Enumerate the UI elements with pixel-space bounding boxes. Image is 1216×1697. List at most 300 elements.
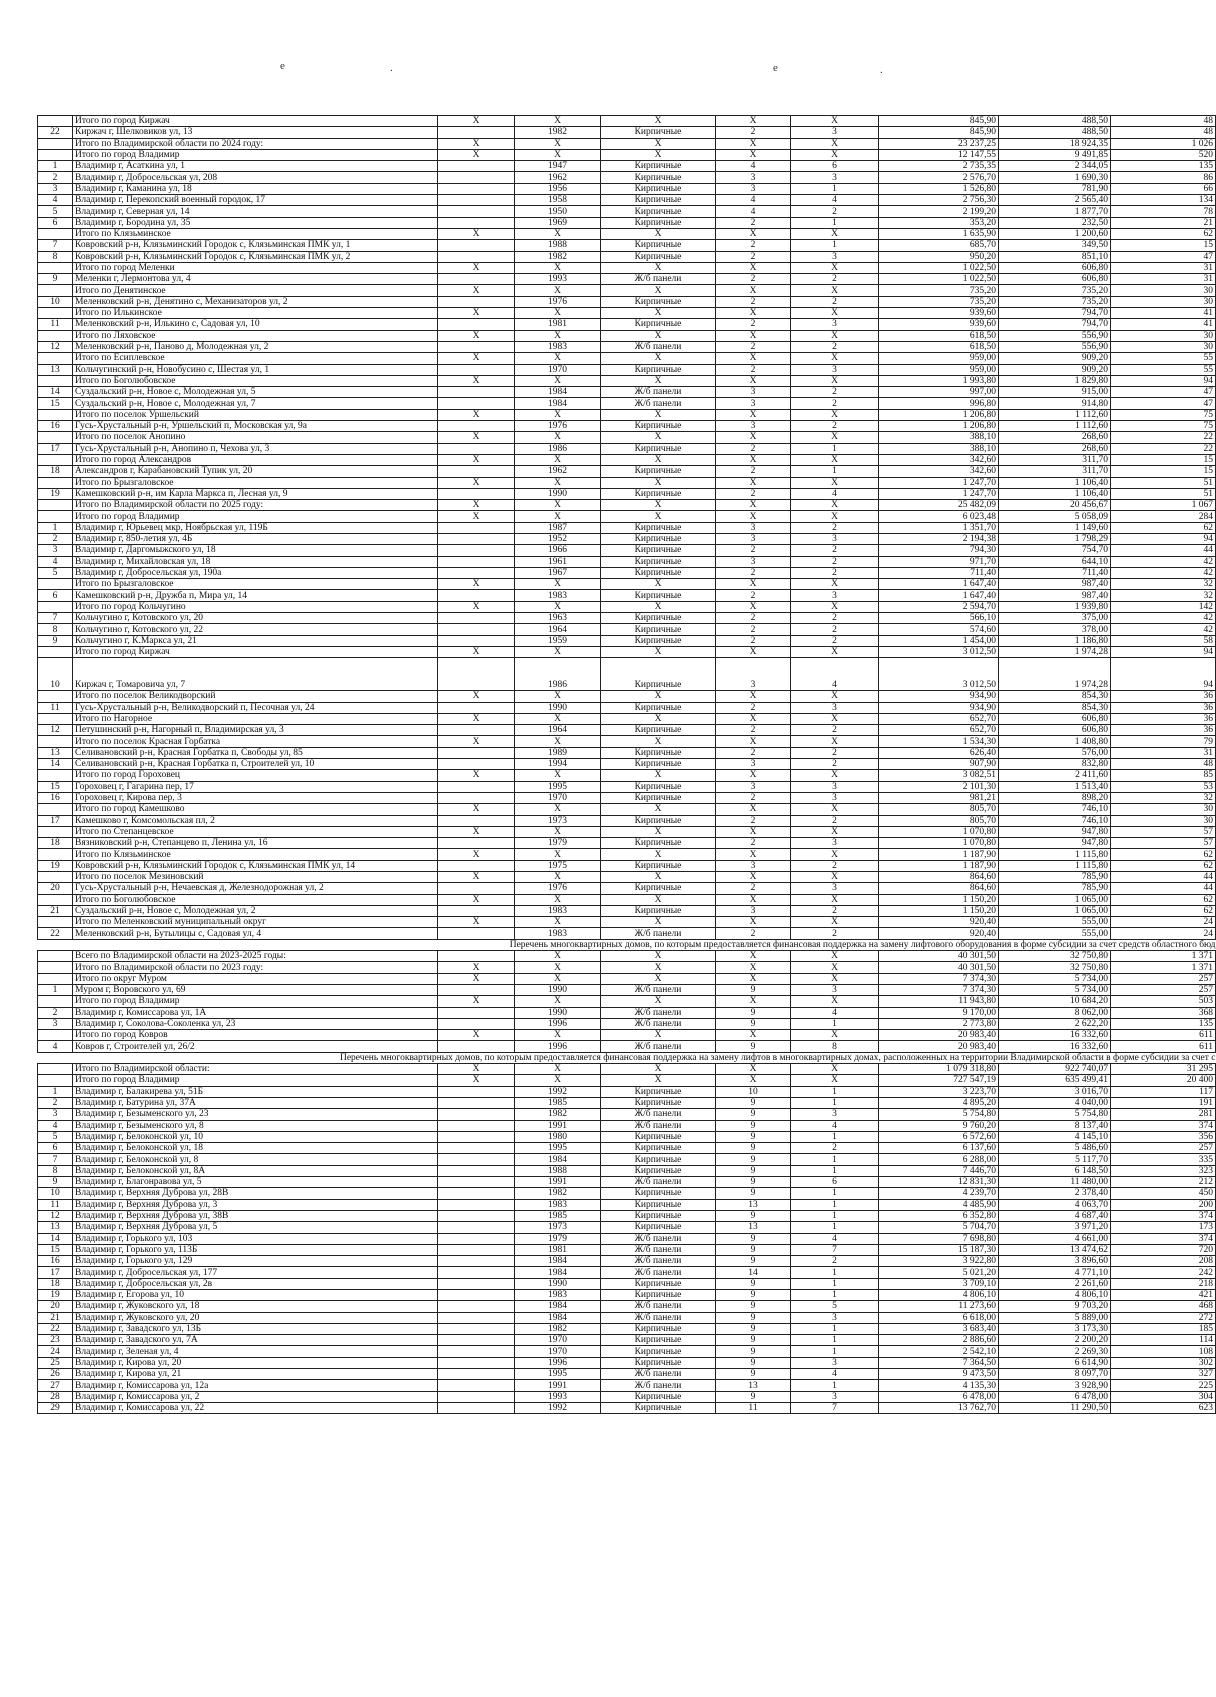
year-cell: 1970: [515, 792, 601, 803]
table-row: [38, 1335, 1216, 1346]
row-number: 1: [38, 984, 73, 995]
row-number: [38, 736, 73, 747]
table-row: [38, 522, 1216, 533]
living-area-cell: 556,90: [999, 330, 1111, 341]
address-cell: Итого по поселок Уршельский: [73, 409, 438, 420]
material-cell: X: [601, 228, 716, 239]
lifts-cell: X: [791, 917, 879, 928]
x-cell: [438, 1312, 515, 1323]
subtotal-row: [38, 579, 1216, 590]
year-cell: 1991: [515, 1380, 601, 1391]
lifts-cell: 1: [791, 1154, 879, 1165]
living-area-cell: 4 661,00: [999, 1233, 1111, 1244]
x-cell: [438, 421, 515, 432]
subtotal-row: [38, 804, 1216, 815]
year-cell: 1991: [515, 1177, 601, 1188]
material-cell: X: [601, 917, 716, 928]
x-cell: X: [438, 353, 515, 364]
total-area-cell: 934,90: [879, 702, 999, 713]
total-area-cell: 1 534,30: [879, 736, 999, 747]
living-area-cell: 6 148,50: [999, 1165, 1111, 1176]
living-area-cell: 11 290,50: [999, 1402, 1111, 1413]
floors-cell: 3: [716, 421, 791, 432]
year-cell: X: [515, 962, 601, 973]
table-row: [38, 635, 1216, 646]
living-area-cell: 8 062,00: [999, 1007, 1111, 1018]
floors-cell: 9: [716, 1177, 791, 1188]
total-area-cell: 11 943,80: [879, 996, 999, 1007]
floors-cell: X: [716, 511, 791, 522]
address-cell: Кольчугино г, Котовского ул, 20: [73, 613, 438, 624]
table-row: [38, 533, 1216, 544]
material-cell: X: [601, 511, 716, 522]
total-area-cell: 1 247,70: [879, 488, 999, 499]
total-area-cell: 12 147,55: [879, 149, 999, 160]
living-area-cell: 4 687,40: [999, 1210, 1111, 1221]
living-area-cell: 2 411,60: [999, 770, 1111, 781]
address-cell: Владимир г, Горького ул, 113Б: [73, 1244, 438, 1255]
material-cell: X: [601, 477, 716, 488]
residents-cell: 173: [1111, 1222, 1216, 1233]
year-cell: 1964: [515, 725, 601, 736]
x-cell: X: [438, 511, 515, 522]
x-cell: [438, 792, 515, 803]
lifts-cell: 2: [791, 522, 879, 533]
living-area-cell: 1 115,80: [999, 860, 1111, 871]
table-row: [38, 341, 1216, 352]
material-cell: Ж/б панели: [601, 928, 716, 939]
year-cell: 1969: [515, 217, 601, 228]
residents-cell: 47: [1111, 387, 1216, 398]
material-cell: X: [601, 601, 716, 612]
floors-cell: X: [716, 500, 791, 511]
material-cell: Кирпичные: [601, 1335, 716, 1346]
residents-cell: 520: [1111, 149, 1216, 160]
floors-cell: X: [716, 116, 791, 127]
material-cell: X: [601, 736, 716, 747]
year-cell: 1983: [515, 341, 601, 352]
total-area-cell: 7 364,50: [879, 1357, 999, 1368]
living-area-cell: 785,90: [999, 883, 1111, 894]
floors-cell: X: [716, 601, 791, 612]
address-cell: Гусь-Хрустальный р-н, Анопино п, Чехова ул, 3: [73, 443, 438, 454]
material-cell: Кирпичные: [601, 421, 716, 432]
living-area-cell: 32 750,80: [999, 962, 1111, 973]
x-cell: [438, 838, 515, 849]
table-row: [38, 1177, 1216, 1188]
row-number: 9: [38, 274, 73, 285]
address-cell: Киржач г, Шелковиков ул, 13: [73, 127, 438, 138]
lifts-cell: 1: [791, 1165, 879, 1176]
material-cell: X: [601, 713, 716, 724]
residents-cell: 48: [1111, 116, 1216, 127]
subtotal-row: [38, 1030, 1216, 1041]
lifts-cell: 2: [791, 815, 879, 826]
living-area-cell: 10 684,20: [999, 996, 1111, 1007]
total-area-cell: 12 831,30: [879, 1177, 999, 1188]
living-area-cell: 1 065,00: [999, 905, 1111, 916]
year-cell: X: [515, 826, 601, 837]
residents-cell: 302: [1111, 1357, 1216, 1368]
floors-cell: 2: [716, 443, 791, 454]
address-cell: Владимир г, Жуковского ул, 18: [73, 1301, 438, 1312]
residents-cell: 374: [1111, 1233, 1216, 1244]
total-area-cell: 1 206,80: [879, 421, 999, 432]
living-area-cell: 5 058,09: [999, 511, 1111, 522]
address-cell: Кольчугино г, К.Маркса ул, 21: [73, 635, 438, 646]
living-area-cell: 378,00: [999, 624, 1111, 635]
table-row: [38, 466, 1216, 477]
lifts-cell: 1: [791, 1131, 879, 1142]
table-row: [38, 725, 1216, 736]
total-area-cell: 685,70: [879, 240, 999, 251]
living-area-cell: 947,80: [999, 826, 1111, 837]
material-cell: Кирпичные: [601, 883, 716, 894]
living-area-cell: 3 016,70: [999, 1086, 1111, 1097]
residents-cell: 135: [1111, 1018, 1216, 1029]
living-area-cell: 20 456,67: [999, 500, 1111, 511]
residents-cell: 32: [1111, 792, 1216, 803]
table-row: [38, 127, 1216, 138]
year-cell: X: [515, 973, 601, 984]
floors-cell: 3: [716, 759, 791, 770]
year-cell: 1996: [515, 1041, 601, 1052]
row-number: [38, 996, 73, 1007]
lifts-cell: 3: [791, 1391, 879, 1402]
living-area-cell: 1 829,80: [999, 375, 1111, 386]
address-cell: Владимир г, Комиссарова ул, 1А: [73, 1007, 438, 1018]
row-number: 13: [38, 1222, 73, 1233]
living-area-cell: 854,30: [999, 691, 1111, 702]
table-row: [38, 319, 1216, 330]
year-cell: 1987: [515, 522, 601, 533]
total-area-cell: 805,70: [879, 804, 999, 815]
residents-cell: 62: [1111, 860, 1216, 871]
row-number: [38, 804, 73, 815]
material-cell: Кирпичные: [601, 658, 716, 691]
table-row: [38, 1222, 1216, 1233]
living-area-cell: 781,90: [999, 183, 1111, 194]
residents-cell: 42: [1111, 613, 1216, 624]
floors-cell: X: [716, 432, 791, 443]
year-cell: 1990: [515, 702, 601, 713]
address-cell: Владимир г, Белоконской ул, 8: [73, 1154, 438, 1165]
living-area-cell: 18 924,35: [999, 138, 1111, 149]
total-area-cell: 2 199,20: [879, 206, 999, 217]
residents-cell: 368: [1111, 1007, 1216, 1018]
year-cell: 1983: [515, 905, 601, 916]
address-cell: Владимир г, Завадского ул, 13Б: [73, 1323, 438, 1334]
x-cell: [438, 1323, 515, 1334]
living-area-cell: 555,00: [999, 917, 1111, 928]
table-row: [38, 1154, 1216, 1165]
residents-cell: 32: [1111, 579, 1216, 590]
year-cell: 1981: [515, 319, 601, 330]
subtotal-row: [38, 262, 1216, 273]
residents-cell: 15: [1111, 454, 1216, 465]
x-cell: X: [438, 579, 515, 590]
row-number: [38, 116, 73, 127]
address-cell: Владимир г, Комиссарова ул, 2: [73, 1391, 438, 1402]
row-number: 17: [38, 1267, 73, 1278]
address-cell: Итого по Меленковский муниципальный округ: [73, 917, 438, 928]
address-cell: Владимир г, Жуковского ул, 20: [73, 1312, 438, 1323]
lifts-cell: 2: [791, 274, 879, 285]
lifts-cell: X: [791, 228, 879, 239]
total-area-cell: 20 983,40: [879, 1041, 999, 1052]
table-row: [38, 838, 1216, 849]
address-cell: Владимир г, Егорова ул, 10: [73, 1289, 438, 1300]
x-cell: X: [438, 285, 515, 296]
lifts-cell: 4: [791, 658, 879, 691]
row-number: 11: [38, 1199, 73, 1210]
row-number: [38, 149, 73, 160]
subtotal-row: [38, 996, 1216, 1007]
living-area-cell: 1 974,28: [999, 658, 1111, 691]
table-row: [38, 1244, 1216, 1255]
x-cell: [438, 883, 515, 894]
row-number: [38, 262, 73, 273]
x-cell: [438, 567, 515, 578]
material-cell: Кирпичные: [601, 759, 716, 770]
x-cell: [438, 815, 515, 826]
floors-cell: 2: [716, 702, 791, 713]
year-cell: X: [515, 375, 601, 386]
total-area-cell: 2 594,70: [879, 601, 999, 612]
residents-cell: 200: [1111, 1199, 1216, 1210]
lifts-cell: 4: [791, 1120, 879, 1131]
material-cell: Ж/б панели: [601, 1312, 716, 1323]
floors-cell: 4: [716, 206, 791, 217]
floors-cell: X: [716, 804, 791, 815]
floors-cell: 10: [716, 1086, 791, 1097]
total-area-cell: 618,50: [879, 341, 999, 352]
address-cell: Итого по Владимирской области по 2025 году:: [73, 500, 438, 511]
material-cell: Кирпичные: [601, 319, 716, 330]
residents-cell: 421: [1111, 1289, 1216, 1300]
x-cell: X: [438, 996, 515, 1007]
x-cell: X: [438, 1030, 515, 1041]
total-area-cell: 3 082,51: [879, 770, 999, 781]
living-area-cell: 606,80: [999, 725, 1111, 736]
table-row: [38, 443, 1216, 454]
lifts-cell: 3: [791, 883, 879, 894]
subtotal-row: [38, 285, 1216, 296]
residents-cell: 62: [1111, 228, 1216, 239]
total-area-cell: 1 454,00: [879, 635, 999, 646]
residents-cell: 225: [1111, 1380, 1216, 1391]
floors-cell: X: [716, 996, 791, 1007]
material-cell: Кирпичные: [601, 1165, 716, 1176]
lifts-cell: 1: [791, 466, 879, 477]
living-area-cell: 375,00: [999, 613, 1111, 624]
row-number: [38, 579, 73, 590]
lifts-cell: 5: [791, 1301, 879, 1312]
lifts-cell: 1: [791, 1323, 879, 1334]
floors-cell: X: [716, 262, 791, 273]
residents-cell: 135: [1111, 161, 1216, 172]
floors-cell: 2: [716, 567, 791, 578]
row-number: 29: [38, 1402, 73, 1413]
x-cell: [438, 613, 515, 624]
lifts-cell: 4: [791, 1007, 879, 1018]
year-cell: 1992: [515, 1402, 601, 1413]
residents-cell: 281: [1111, 1109, 1216, 1120]
material-cell: X: [601, 646, 716, 657]
floors-cell: X: [716, 691, 791, 702]
address-cell: Владимир г, Верхняя Дуброва ул, 38В: [73, 1210, 438, 1221]
lifts-cell: 2: [791, 1256, 879, 1267]
address-cell: Владимир г, Верхняя Дуброва ул, 5: [73, 1222, 438, 1233]
row-number: 16: [38, 421, 73, 432]
x-cell: X: [438, 713, 515, 724]
x-cell: [438, 556, 515, 567]
subtotal-row: [38, 646, 1216, 657]
address-cell: Меленковский р-н, Илькино с, Садовая ул, 10: [73, 319, 438, 330]
total-area-cell: 727 547,19: [879, 1075, 999, 1086]
row-number: 9: [38, 1177, 73, 1188]
table-row: [38, 556, 1216, 567]
year-cell: X: [515, 500, 601, 511]
year-cell: 1979: [515, 1233, 601, 1244]
residents-cell: 75: [1111, 421, 1216, 432]
row-number: 7: [38, 240, 73, 251]
total-area-cell: 5 704,70: [879, 1222, 999, 1233]
residents-cell: 62: [1111, 522, 1216, 533]
table-row: [38, 1289, 1216, 1300]
address-cell: Владимир г, Благонравова ул, 5: [73, 1177, 438, 1188]
total-area-cell: 2 194,38: [879, 533, 999, 544]
residents-cell: 30: [1111, 330, 1216, 341]
living-area-cell: 4 040,00: [999, 1097, 1111, 1108]
address-cell: Итого по поселок Красная Горбатка: [73, 736, 438, 747]
subtotal-row: [38, 308, 1216, 319]
residents-cell: 720: [1111, 1244, 1216, 1255]
lifts-cell: 2: [791, 747, 879, 758]
material-cell: Кирпичные: [601, 522, 716, 533]
living-area-cell: 735,20: [999, 285, 1111, 296]
table-row: [38, 488, 1216, 499]
x-cell: [438, 1267, 515, 1278]
material-cell: X: [601, 330, 716, 341]
x-cell: [438, 984, 515, 995]
address-cell: Владимир г, Балакирева ул, 51Б: [73, 1086, 438, 1097]
total-area-cell: 5 754,80: [879, 1109, 999, 1120]
living-area-cell: 488,50: [999, 116, 1111, 127]
lifts-cell: 2: [791, 545, 879, 556]
lifts-cell: 2: [791, 296, 879, 307]
material-cell: Ж/б панели: [601, 1018, 716, 1029]
material-cell: X: [601, 432, 716, 443]
living-area-cell: 1 065,00: [999, 894, 1111, 905]
floors-cell: 2: [716, 274, 791, 285]
lifts-cell: 2: [791, 421, 879, 432]
row-number: 27: [38, 1380, 73, 1391]
lifts-cell: 2: [791, 556, 879, 567]
lifts-cell: X: [791, 454, 879, 465]
material-cell: Ж/б панели: [601, 1007, 716, 1018]
row-number: 17: [38, 815, 73, 826]
lifts-cell: 8: [791, 1041, 879, 1052]
residents-cell: 44: [1111, 545, 1216, 556]
x-cell: [438, 747, 515, 758]
address-cell: Ковровский р-н, Клязьминский Городок с, Клязьминская ПМК ул, 2: [73, 251, 438, 262]
year-cell: X: [515, 646, 601, 657]
year-cell: X: [515, 770, 601, 781]
floors-cell: 9: [716, 1233, 791, 1244]
total-area-cell: 1 187,90: [879, 849, 999, 860]
year-cell: 1967: [515, 567, 601, 578]
row-number: 4: [38, 1120, 73, 1131]
material-cell: Кирпичные: [601, 545, 716, 556]
x-cell: X: [438, 646, 515, 657]
row-number: [38, 1030, 73, 1041]
table-row: [38, 1199, 1216, 1210]
x-cell: X: [438, 849, 515, 860]
row-number: [38, 500, 73, 511]
x-cell: [438, 1097, 515, 1108]
x-cell: [438, 905, 515, 916]
x-cell: [438, 195, 515, 206]
total-area-cell: 950,20: [879, 251, 999, 262]
residents-cell: 108: [1111, 1346, 1216, 1357]
lifts-cell: X: [791, 736, 879, 747]
row-number: 5: [38, 1131, 73, 1142]
lifts-cell: X: [791, 770, 879, 781]
residents-cell: 62: [1111, 905, 1216, 916]
total-area-cell: 1 647,40: [879, 590, 999, 601]
living-area-cell: 1 200,60: [999, 228, 1111, 239]
row-number: 2: [38, 1007, 73, 1018]
table-row: [38, 905, 1216, 916]
floors-cell: X: [716, 1064, 791, 1075]
address-cell: Владимир г, Северная ул, 14: [73, 206, 438, 217]
x-cell: [438, 443, 515, 454]
living-area-cell: 909,20: [999, 353, 1111, 364]
floors-cell: 13: [716, 1199, 791, 1210]
row-number: 7: [38, 613, 73, 624]
lifts-cell: X: [791, 826, 879, 837]
floors-cell: X: [716, 973, 791, 984]
floors-cell: X: [716, 951, 791, 962]
address-cell: Итого по Брызгаловское: [73, 579, 438, 590]
x-cell: [438, 1041, 515, 1052]
material-cell: Кирпичные: [601, 567, 716, 578]
residents-cell: 22: [1111, 443, 1216, 454]
floors-cell: 2: [716, 624, 791, 635]
year-cell: 1983: [515, 928, 601, 939]
lifts-cell: 2: [791, 341, 879, 352]
row-number: 21: [38, 905, 73, 916]
material-cell: X: [601, 138, 716, 149]
year-cell: X: [515, 849, 601, 860]
year-cell: 1990: [515, 488, 601, 499]
floors-cell: 9: [716, 1312, 791, 1323]
year-cell: 1970: [515, 1346, 601, 1357]
row-number: [38, 454, 73, 465]
residents-cell: 30: [1111, 804, 1216, 815]
residents-cell: 94: [1111, 375, 1216, 386]
floors-cell: 2: [716, 319, 791, 330]
material-cell: Кирпичные: [601, 747, 716, 758]
row-number: [38, 770, 73, 781]
residents-cell: 1 026: [1111, 138, 1216, 149]
living-area-cell: 2 622,20: [999, 1018, 1111, 1029]
living-area-cell: 5 486,60: [999, 1143, 1111, 1154]
total-area-cell: 3 223,70: [879, 1086, 999, 1097]
floors-cell: 9: [716, 1041, 791, 1052]
total-area-cell: 6 478,00: [879, 1391, 999, 1402]
